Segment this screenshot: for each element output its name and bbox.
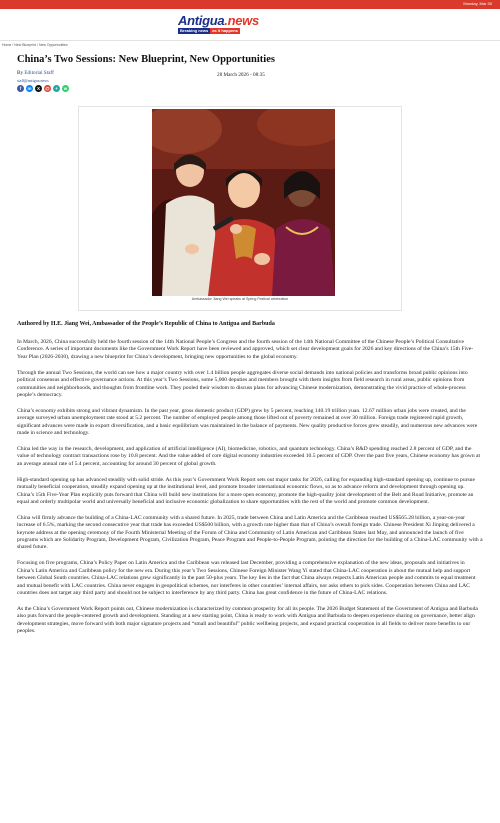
- article-paragraph: China will firmly advance the building of a China-LAC community with a shared future. In 2025, trade between China and Latin America and the Caribbean reached US$565.28 billion, a year-on-year increase of 6.5%, marking the second consecutive year that trade has exceeded US$500 billion, with a growth rate higher than that of China’s overall foreign trade. Chinese President Xi Jinping delivered a keynote address at the opening ceremony of the Fourth Ministerial Meeting of the Forum of China and Community of Latin American and Caribbean States last May, and announced the launch of five programs which are Solidarity Program, Development Program, Civilization Program, Peace Program and People-to-People Program, pointing the direction for the building of a China-LAC community with a shared future.: [17, 514, 483, 551]
- article-paragraph: In March, 2026, China successfully held the fourth session of the 14th National People’s Congress and the fourth session of the 14th National Committee of the Chinese People’s Political Consultative Conference. A series of important documents like the Government Work Report have been reviewed and approved, which set clear development goals for 2026 and key directions of the China’s 15th Five-Year Plan (2026-2030), drawing a new blueprint for China’s development, bringing new opportunities to the global economy.: [17, 339, 474, 360]
- social-share-bar: [17, 85, 69, 92]
- top-bar: [0, 0, 500, 9]
- logo-tagline: [178, 28, 250, 34]
- header-divider: [0, 40, 500, 41]
- publish-datetime: 28 March 2026 - 08:35: [217, 72, 265, 78]
- article-figure: [78, 106, 402, 311]
- article-paragraph: Focusing on five programs, China’s Policy Paper on Latin America and the Caribbean was released last December, providing a comprehensive explanation of the new ideas, proposals and initiatives in China’s Latin America and Caribbean policy for the new era. During this year’s Two Sessions, Chinese Foreign Minister Wang Yi stated that China-LAC cooperation is about the mutual help and support between Global South countries. China-LAC relations grew significantly in the past 50-plus years. The key lies in the fact that China always respects Latin American people and commits to equal treatment and mutual benefit with LAC countries. China never engages in geopolitical schemes, nor interferes in other countries’ internal affairs, nor asks others to pick sides. Cooperation between China and LAC countries does not target any third party and should not be subject to interference by any third party. China has great confidence in the future of China-LAC relations.: [17, 560, 476, 596]
- logo-word: Antigua: [178, 13, 225, 28]
- article-paragraph: Through the annual Two Sessions, the world can see how a major country with over 1.4 billion people aggregates diverse social demands into national policies and transforms broad public opinions into political consensus and effective governance actions. At this year’s Two Sessions, some 5,000 deputies and members brought with them insights from field research in rural areas, public opinions from communities and neighborhoods, and thoughts from frontline work. They pooled their wisdom to discuss plans for advancing Chinese modernization, demonstrating the vivid practice of whole-process people’s democracy.: [17, 369, 468, 398]
- share-icon[interactable]: +: [53, 85, 60, 92]
- site-logo[interactable]: [178, 13, 259, 38]
- author-email[interactable]: staff@antigua.news: [17, 78, 49, 83]
- article-paragraph: China’s economy exhibits strong and vibrant dynamism. In the past year, gross domestic product (GDP) grew by 5 percent, reaching 140.19 trillion yuan. 12.67 million urban jobs were created, and the average surveyed urban unemployment rate stood at 5.2 percent. The number of employed people among those lifted out of poverty remained at over 30 million. Foreign trade registered rapid growth, significant advances were made in export diversification, and a basic equilibrium was maintained in the balance of payments. New quality productive forces grew steadily, and numerous new advances were made in science and technology.: [17, 407, 478, 437]
- image-caption: Ambassador Jiang Wei speaks at Spring Festival celebration: [191, 297, 289, 301]
- logo-suffix: .news: [224, 13, 259, 28]
- breadcrumb[interactable]: Home / New Blueprint / New Opportunities: [2, 43, 68, 47]
- byline: [17, 70, 54, 76]
- article-body: [17, 339, 483, 644]
- current-date: Monday, Mar 30: [463, 1, 492, 6]
- messenger-icon[interactable]: m: [27, 86, 32, 91]
- article-title: China’s Two Sessions: New Blueprint, New Opportunities: [17, 54, 275, 65]
- author-link[interactable]: Editorial Staff: [24, 70, 54, 76]
- logo-tagline-left: Breaking news: [180, 28, 209, 33]
- article-photo: [152, 109, 335, 296]
- whatsapp-icon[interactable]: w: [63, 86, 68, 91]
- author-line: Authored by H.E. Jiang Wei, Ambassador of the People’s Republic of China to Antigua and Barbuda: [17, 321, 275, 327]
- byline-prefix: By: [17, 70, 24, 76]
- logo-tagline-right: as it happens: [212, 28, 238, 33]
- photo-illustration: [152, 109, 335, 296]
- x-icon[interactable]: X: [36, 86, 40, 91]
- article-paragraph: High-standard opening up has advanced steadily with solid stride. As this year’s Government Work Report sets out major tasks for 2026, calling for expanding high-standard opening up, continue to pursue mutually beneficial cooperation, steadily expand opening up at the institutional level, and promote broader international economic flows, so as to advance reform and development through opening up. China’s 15th Five-Year Plan explicitly puts forward that China will build new institutions for a more open economy, promote the high-quality joint development of the Belt and Road Initiative, promote an equal and orderly multipolar world and universally beneficial and inclusive economic globalization to share opportunities with the rest of the world and promote common development.: [17, 476, 475, 505]
- logo-wordmark: [178, 13, 259, 28]
- email-icon[interactable]: @: [45, 86, 50, 91]
- facebook-icon[interactable]: f: [17, 85, 24, 92]
- article-paragraph: China led the way in the research, development, and application of artificial intelligence (AI), biomedicine, robotics, and quantum technology. China’s R&D spending reached 2.8 percent of GDP, and the value of technology contract transactions rose by 10.8 percent. And the value added of core digital economy industries exceeded 10.5 percent of GDP. Over the past five years, Chinese economy has grown at an average annual rate of 5.4 percent, accounting for around 30 percent of global growth.: [17, 445, 481, 467]
- article-paragraph: As the China’s Government Work Report points out, Chinese modernization is characterized by common prosperity for all its people. The 2026 Budget Statement of the Government of Antigua and Barbuda also puts forward the people-centered growth and development. Standing at a new starting point, China is ready to work with Antigua and Barbuda to deepen experience sharing on governance, better align development strategies, move forward with both major signature projects and “small and beautiful” public wellbeing projects, and expand practical cooperation in all fields to deliver more benefits to our peoples.: [17, 605, 478, 635]
